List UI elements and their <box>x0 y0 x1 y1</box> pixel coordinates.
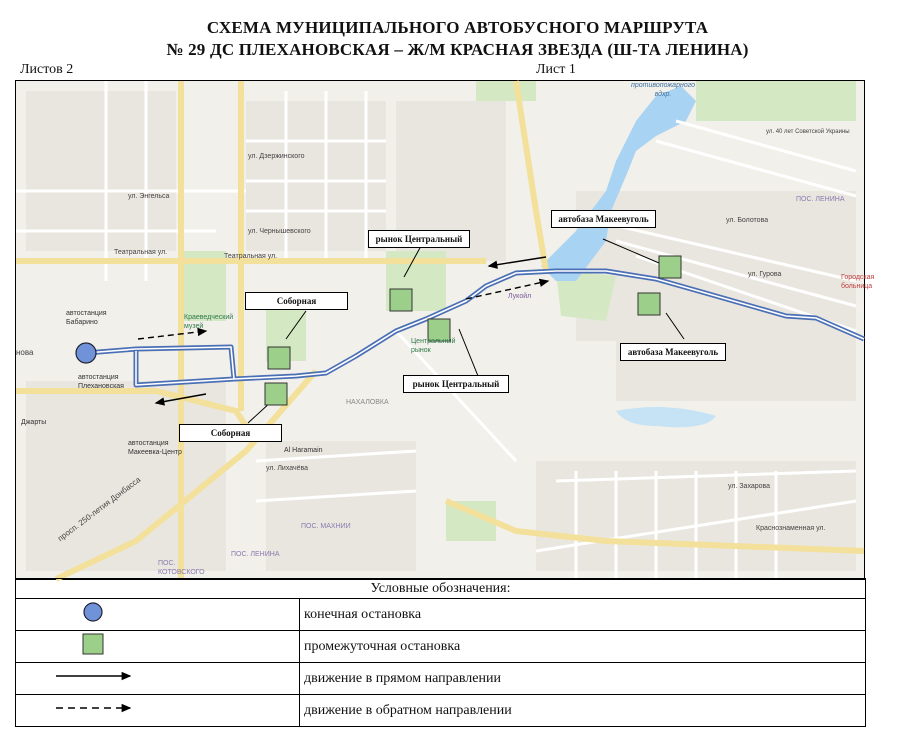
lukoil-label: Лукойл <box>508 293 532 300</box>
pos-lenina-top-label: ПОС. ЛЕНИНА <box>796 196 845 203</box>
nakhalovka-label: НАХАЛОВКА <box>346 399 389 406</box>
legend-intermediate-text: промежуточная остановка <box>300 631 866 663</box>
sheets-count: Листов 2 <box>20 62 74 77</box>
dzerzhinskogo-label: ул. Дзержинского <box>248 153 305 160</box>
legend-header: Условные обозначения: <box>16 579 866 599</box>
stop-avtobaza-bottom[interactable] <box>638 293 660 315</box>
label-avtobaza-top: автобаза Макеевуголь <box>551 210 656 228</box>
engelsa-label: ул. Энгельса <box>128 193 170 200</box>
pr-250-label: просп. 250-летия Донбасса <box>56 475 143 544</box>
avtostanciya-plekhanovskaya-label: автостанция Плехановская <box>78 374 124 390</box>
museum-label: Краеведческий музей <box>184 314 234 330</box>
reservoir-label: противопожарного вдхр. <box>631 82 695 98</box>
forward-arrow-symbol <box>16 663 299 689</box>
gurova-label: ул. Гурова <box>748 271 782 278</box>
legend-row <box>16 663 866 695</box>
avtostanciya-makeevka-label: автостанция Макеевка-Центр <box>128 440 182 456</box>
label-avtobaza-bottom: автобаза Макеевуголь <box>620 343 726 361</box>
krasnoznamennaya-label: Краснознаменная ул. <box>756 525 826 532</box>
label-rynok-top: рынок Центральный <box>368 230 470 248</box>
teatralnaya2-label: Театральная ул. <box>224 253 278 260</box>
terminal-stop-marker[interactable] <box>76 343 96 363</box>
bolotova-label: ул. Болотова <box>726 217 769 224</box>
gorod-bolnica-label: Городская больница <box>841 274 875 290</box>
stop-soborная-top[interactable] <box>268 347 290 369</box>
sovetskaya-ukraina-label: ул. 40 лет Советской Украины <box>766 129 850 135</box>
intermediate-stop-symbol <box>16 631 299 657</box>
avtostanciya-babarino-label: автостанция Бабарино <box>66 310 107 326</box>
label-soborная-bottom: Соборная <box>179 424 282 442</box>
zakharova-label: ул. Захарова <box>728 483 771 490</box>
reverse-arrow-symbol <box>16 695 299 721</box>
al-haramain-label: Al Haramain <box>284 447 323 454</box>
terminal-stop-symbol <box>16 599 299 625</box>
label-rynok-bottom: рынок Центральный <box>403 375 509 393</box>
stop-rynok-top[interactable] <box>390 289 412 311</box>
route-map[interactable] <box>15 80 875 580</box>
legend-row <box>16 599 866 631</box>
stop-avtobaza-top[interactable] <box>659 256 681 278</box>
pos-kotovskogo-label: ПОС. КОТОВСКОГО <box>158 560 205 576</box>
pos-makhii-label: ПОС. МАХНИИ <box>301 523 351 530</box>
dzharty-label: Джарты <box>21 419 47 426</box>
title-line-2: № 29 ДС ПЛЕХАНОВСКАЯ – Ж/М КРАСНАЯ ЗВЕЗДА (Ш-ТА ЛЕНИНА) <box>166 40 749 59</box>
likhacheva-label: ул. Лихачёва <box>266 465 309 472</box>
title-line-1: СХЕМА МУНИЦИПАЛЬНОГО АВТОБУСНОГО МАРШРУТА <box>206 18 709 37</box>
teatralnaya-label: Театральная ул. <box>114 249 168 256</box>
map-canvas <box>16 81 875 579</box>
legend-terminal-text: конечная остановка <box>300 599 866 631</box>
stop-soborная-bottom[interactable] <box>265 383 287 405</box>
pos-lenina-bottom-label: ПОС. ЛЕНИНА <box>231 551 280 558</box>
legend-table <box>15 578 866 727</box>
label-soborная-top: Соборная <box>245 292 348 310</box>
legend-row <box>16 631 866 663</box>
legend-reverse-text: движение в обратном направлении <box>300 695 866 727</box>
plekhanova-label: нова <box>16 348 34 357</box>
central-market-label: Центральный рынок <box>411 338 456 354</box>
legend-forward-text: движение в прямом направлении <box>300 663 866 695</box>
legend-row <box>16 695 866 727</box>
sheet-number: Лист 1 <box>536 62 576 77</box>
chernyshevskogo-label: ул. Чернышевского <box>248 228 311 235</box>
